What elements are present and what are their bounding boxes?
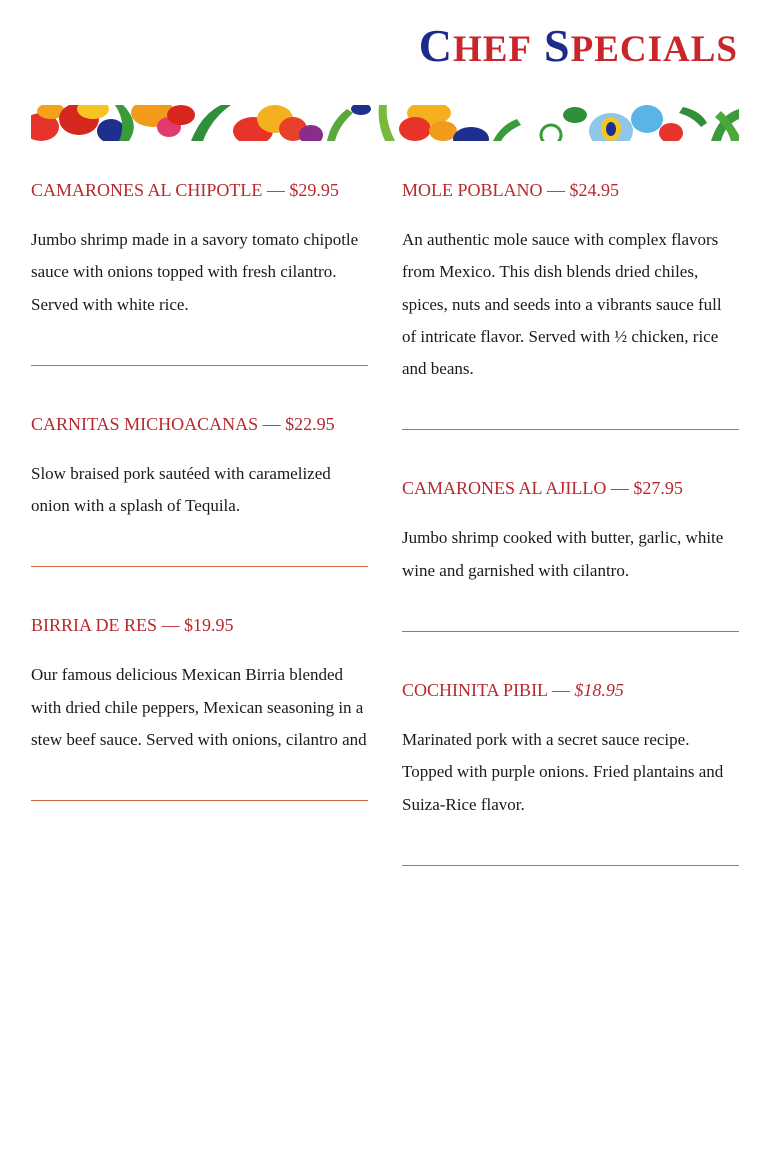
floral-pattern-icon xyxy=(31,105,739,141)
menu-item-name: CAMARONES AL CHIPOTLE xyxy=(31,180,263,200)
divider xyxy=(402,631,739,632)
divider xyxy=(31,566,368,567)
menu-item-title xyxy=(402,476,739,500)
menu-item-title xyxy=(402,678,739,702)
divider xyxy=(402,865,739,866)
menu-item-description: Marinated pork with a secret sauce recipe. Topped with purple onions. Fried plantains and Suiza-Rice flavor. xyxy=(402,730,724,814)
menu-item xyxy=(31,178,368,366)
menu-item xyxy=(402,476,739,632)
menu-item-name: BIRRIA DE RES xyxy=(31,615,158,636)
page-title xyxy=(419,22,738,74)
title-initial-s: S xyxy=(544,20,571,71)
menu-item-separator: — xyxy=(258,413,286,434)
menu-item-price: $24.95 xyxy=(569,180,620,200)
menu-item-price: $19.95 xyxy=(184,615,234,636)
menu-item-title xyxy=(31,613,368,637)
menu-item-name: CARNITAS MICHOACANAS xyxy=(31,413,259,434)
menu-item-description: Jumbo shrimp cooked with butter, garlic, white wine and garnished with cilantro. xyxy=(402,528,724,580)
divider xyxy=(31,365,368,366)
menu-column-left xyxy=(31,178,368,847)
menu-item-title xyxy=(31,178,368,202)
menu-item-separator: — xyxy=(262,180,290,200)
divider xyxy=(402,429,739,430)
menu-item-title xyxy=(402,178,739,202)
floral-banner xyxy=(31,105,739,141)
title-word-pecials: PECIALS xyxy=(570,29,738,70)
menu-item-price: $18.95 xyxy=(574,680,624,701)
menu-column-right xyxy=(402,178,739,912)
menu-item-title xyxy=(31,412,368,436)
menu-item-separator: — xyxy=(157,615,185,636)
menu-item-description: Slow braised pork sautéed with caramelized onion with a splash of Tequila. xyxy=(31,463,331,516)
menu-item xyxy=(31,412,368,568)
menu-item-name: CAMARONES AL AJILLO xyxy=(402,478,607,499)
menu-item-price: $29.95 xyxy=(289,180,339,200)
menu-item-description: Jumbo shrimp made in a savory tomato chipotle sauce with onions topped with fresh cilantro. Served with white rice. xyxy=(31,230,359,314)
menu-item-price: $22.95 xyxy=(285,413,335,434)
menu-item xyxy=(402,678,739,866)
menu-item-name: MOLE POBLANO xyxy=(402,180,543,200)
divider xyxy=(31,800,368,801)
menu-item xyxy=(31,613,368,801)
menu-item xyxy=(402,178,739,430)
menu-item-price: $27.95 xyxy=(633,478,683,499)
title-initial-c: C xyxy=(418,20,453,71)
menu-item-description: An authentic mole sauce with complex flavors from Mexico. This dish blends dried chiles, spices, nuts and seeds into a vibrants sauce full of intricate flavor. Served with ½ chicken, rice and beans. xyxy=(402,230,722,379)
menu-item-name: COCHINITA PIBIL xyxy=(402,680,548,701)
menu-item-description: Our famous delicious Mexican Birria blended with dried chile peppers, Mexican seasoning in a stew beef sauce. Served with onions, cilantro and xyxy=(31,665,367,750)
title-word-hef: HEF xyxy=(452,29,533,70)
menu-item-separator: — xyxy=(542,180,570,200)
menu-item-separator: — xyxy=(547,680,575,701)
menu-item-separator: — xyxy=(606,478,634,499)
